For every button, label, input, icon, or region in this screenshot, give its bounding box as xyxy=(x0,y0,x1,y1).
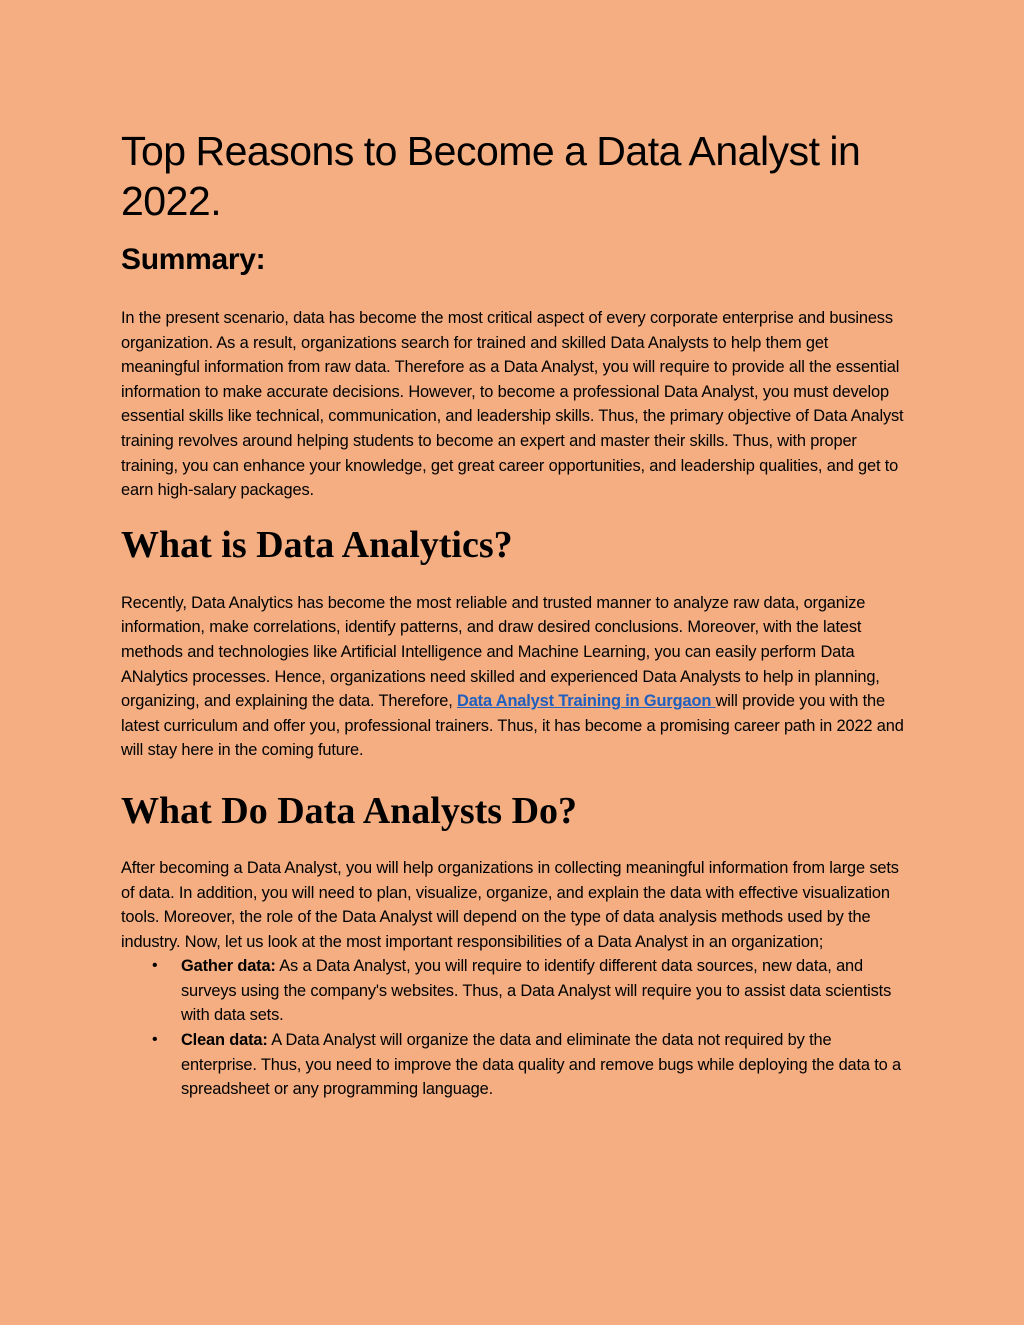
page-title: Top Reasons to Become a Data Analyst in 2022. xyxy=(121,128,861,224)
summary-paragraph: In the present scenario, data has become the most critical aspect of every corporate enterprise and business organization. As a result, organizations search for trained and skilled Data Analysts to help them get meaningful information from raw data. Therefore as a Data Analyst, you will require to provide all the essential information to make accurate decisions. However, to become a professional Data Analyst, you must develop essential skills like technical, communication, and leadership skills. Thus, the primary objective of Data Analyst training revolves around helping students to become an expert and master their skills. Thus, with proper training, you can enhance your knowledge, get great career opportunities, and leadership qualities, and get to earn high-salary packages. xyxy=(121,309,904,500)
list-item-label: Gather data: xyxy=(181,957,276,976)
list-item-label: Clean data: xyxy=(181,1031,268,1050)
data-analytics-text-after: will provide you with the latest curriculum and offer you, professional trainers. Thus, it has become a promising career path in 2022 and will stay here in the coming future. xyxy=(121,692,904,760)
list-item-gather-data xyxy=(121,954,911,1028)
data-analytics-text-before: Recently, Data Analytics has become the most reliable and trusted manner to analyze raw data, organize information, make correlations, identify patterns, and draw desired conclusions. Moreover, with the latest methods and technologies like Artificial Intelligence and Machine Learning, you can easily perform Data ANalytics processes. Hence, organizations need skilled and experienced Data Analysts to help in planning, organizing, and explaining the data. Therefore, xyxy=(121,593,880,711)
list-item-text: As a Data Analyst, you will require to identify different data sources, new data, and surveys using the company's websites. Thus, a Data Analyst will require you to assist data scientists with data sets. xyxy=(181,957,892,1025)
data-analyst-training-link[interactable]: Data Analyst Training in Gurgaon xyxy=(457,692,716,711)
summary-heading: Summary: xyxy=(121,243,266,276)
bullet-icon: • xyxy=(152,957,158,975)
bullet-icon: • xyxy=(152,1031,158,1049)
data-analytics-paragraph xyxy=(121,591,911,763)
responsibilities-list xyxy=(121,954,911,1102)
section-heading-data-analytics: What is Data Analytics? xyxy=(121,523,513,566)
list-item-clean-data xyxy=(121,1028,911,1102)
data-analysts-paragraph: After becoming a Data Analyst, you will help organizations in collecting meaningful information from large sets of data. In addition, you will need to plan, visualize, organize, and explain the data with effective visualization tools. Moreover, the role of the Data Analyst will depend on the type of data analysis methods used by the industry. Now, let us look at the most important responsibilities of a Data Analyst in an organization; xyxy=(121,858,899,951)
section-heading-data-analysts: What Do Data Analysts Do? xyxy=(121,789,578,832)
document-page xyxy=(121,126,911,1102)
list-item-text: A Data Analyst will organize the data and eliminate the data not required by the enterprise. Thus, you need to improve the data quality and remove bugs while deploying the data to a spreadsheet or any programming language. xyxy=(181,1031,902,1099)
